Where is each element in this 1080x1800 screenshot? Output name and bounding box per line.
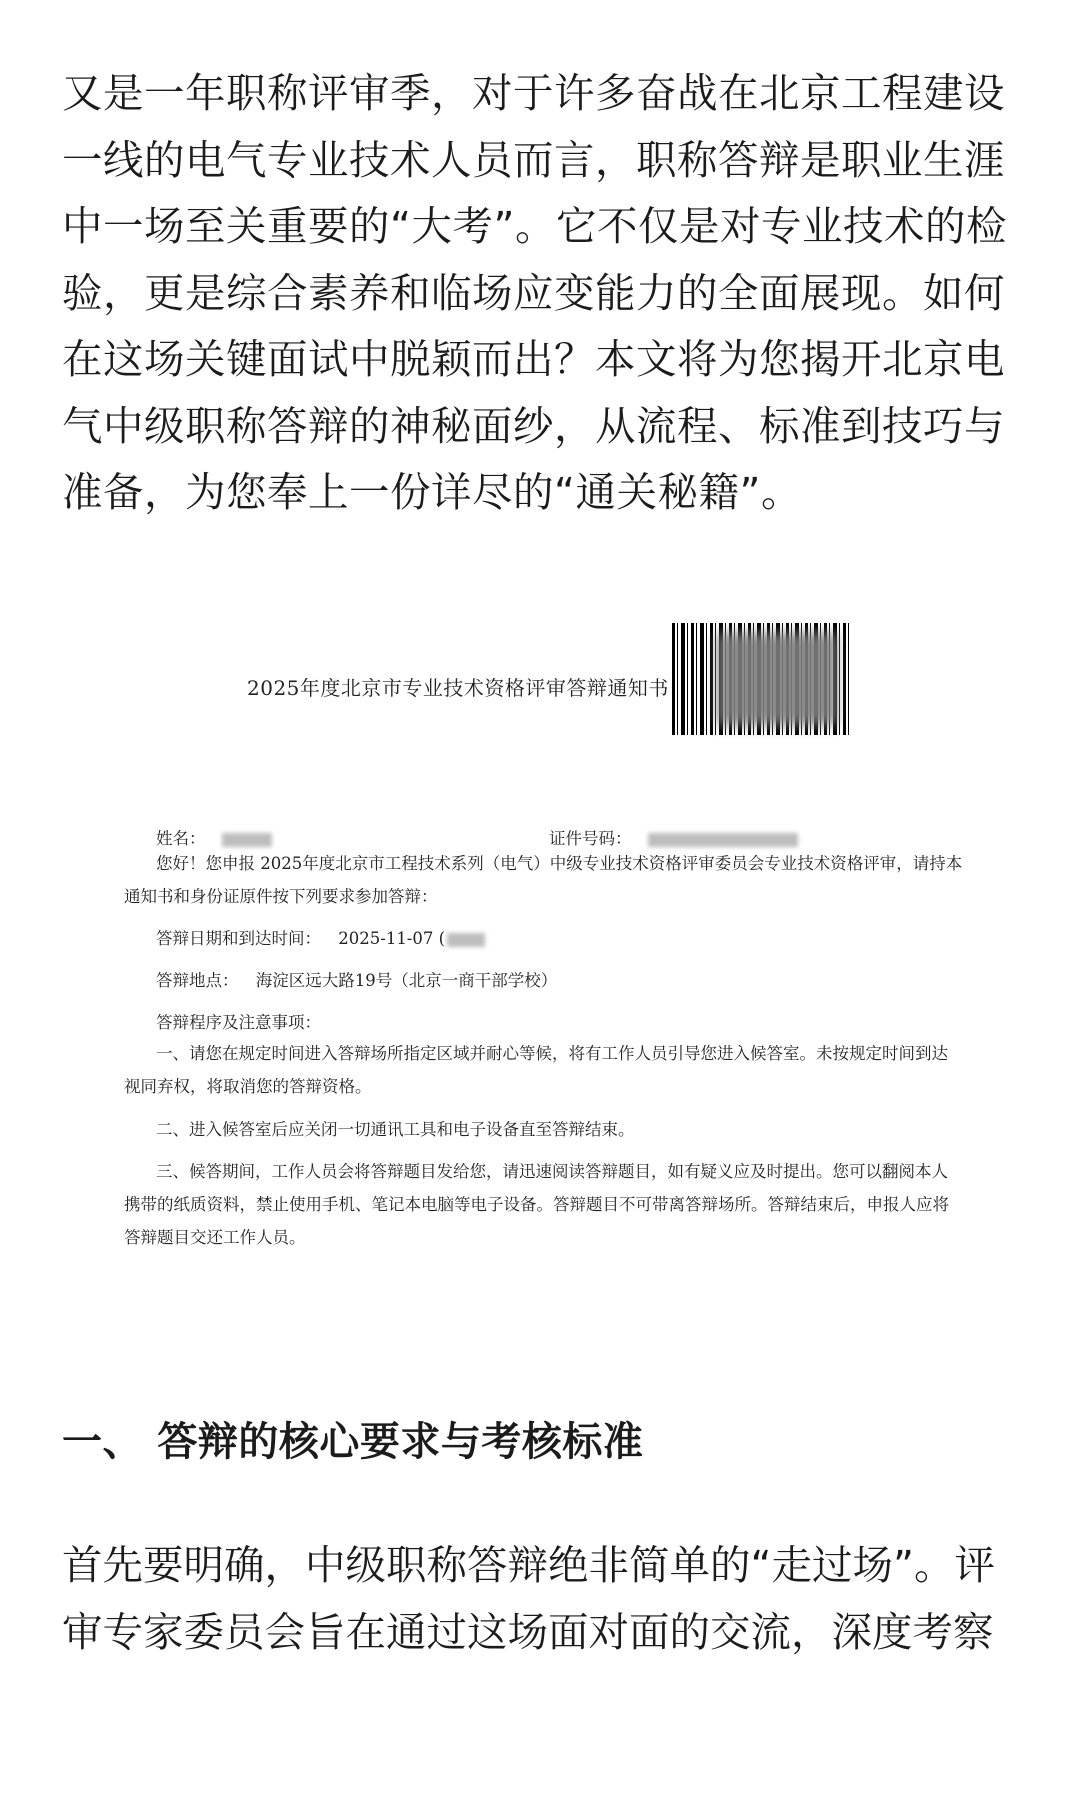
time-redaction <box>447 933 485 947</box>
name-redaction <box>222 833 272 847</box>
location-value: 海淀区远大路19号（北京一商干部学校） <box>255 971 558 990</box>
notice-title: 2025年度北京市专业技术资格评审答辩通知书 <box>247 676 669 700</box>
section-heading: 一、 答辩的核心要求与考核标准 <box>62 1419 644 1465</box>
location-field <box>156 967 557 991</box>
date-field <box>156 925 485 949</box>
id-field <box>549 825 798 849</box>
section-paragraph: 首先要明确，中级职称答辩绝非简单的“走过场”。评审专家委员会旨在通过这场面对面的交流，深度考察 <box>62 1541 995 1656</box>
id-redaction <box>648 833 798 847</box>
barcode-icon <box>672 623 852 735</box>
notice-item-1: 一、请您在规定时间进入答辩场所指定区域并耐心等候，将有工作人员引导您进入候答室。未按规定时间到达视同弃权，将取消您的答辩资格。 <box>124 1044 948 1096</box>
barcode-redaction <box>717 633 837 725</box>
procedures-label: 答辩程序及注意事项： <box>156 1013 321 1032</box>
notice-greeting: 您好！您申报 2025年度北京市工程技术系列（电气）中级专业技术资格评审委员会专业技术资格评审，请持本通知书和身份证原件按下列要求参加答辩： <box>124 854 963 906</box>
name-field <box>156 825 272 849</box>
date-label: 答辩日期和到达时间： <box>156 929 321 948</box>
id-label: 证件号码： <box>549 829 632 848</box>
location-label: 答辩地点： <box>156 971 239 990</box>
notice-item-2: 二、进入候答室后应关闭一切通讯工具和电子设备直至答辩结束。 <box>156 1120 635 1139</box>
name-label: 姓名： <box>156 829 206 848</box>
intro-paragraph: 又是一年职称评审季，对于许多奋战在北京工程建设一线的电气专业技术人员而言，职称答辩是职业生涯中一场至关重要的“大考”。它不仅是对专业技术的检验，更是综合素养和临场应变能力的全面展现。如何在这场关键面试中脱颖而出？本文将为您揭开北京电气中级职称答辩的神秘面纱，从流程、标准到技巧与准备，为您奉上一份详尽的“通关秘籍”。 <box>62 69 1007 516</box>
date-value: 2025-11-07 ( <box>338 929 446 948</box>
notice-image <box>62 600 1017 1360</box>
notice-item-3: 三、候答期间，工作人员会将答辩题目发给您，请迅速阅读答辩题目，如有疑义应及时提出。您可以翻阅本人携带的纸质资料，禁止使用手机、笔记本电脑等电子设备。答辩题目不可带离答辩场所。答辩结束后，申报人应将答辩题目交还工作人员。 <box>124 1162 949 1247</box>
